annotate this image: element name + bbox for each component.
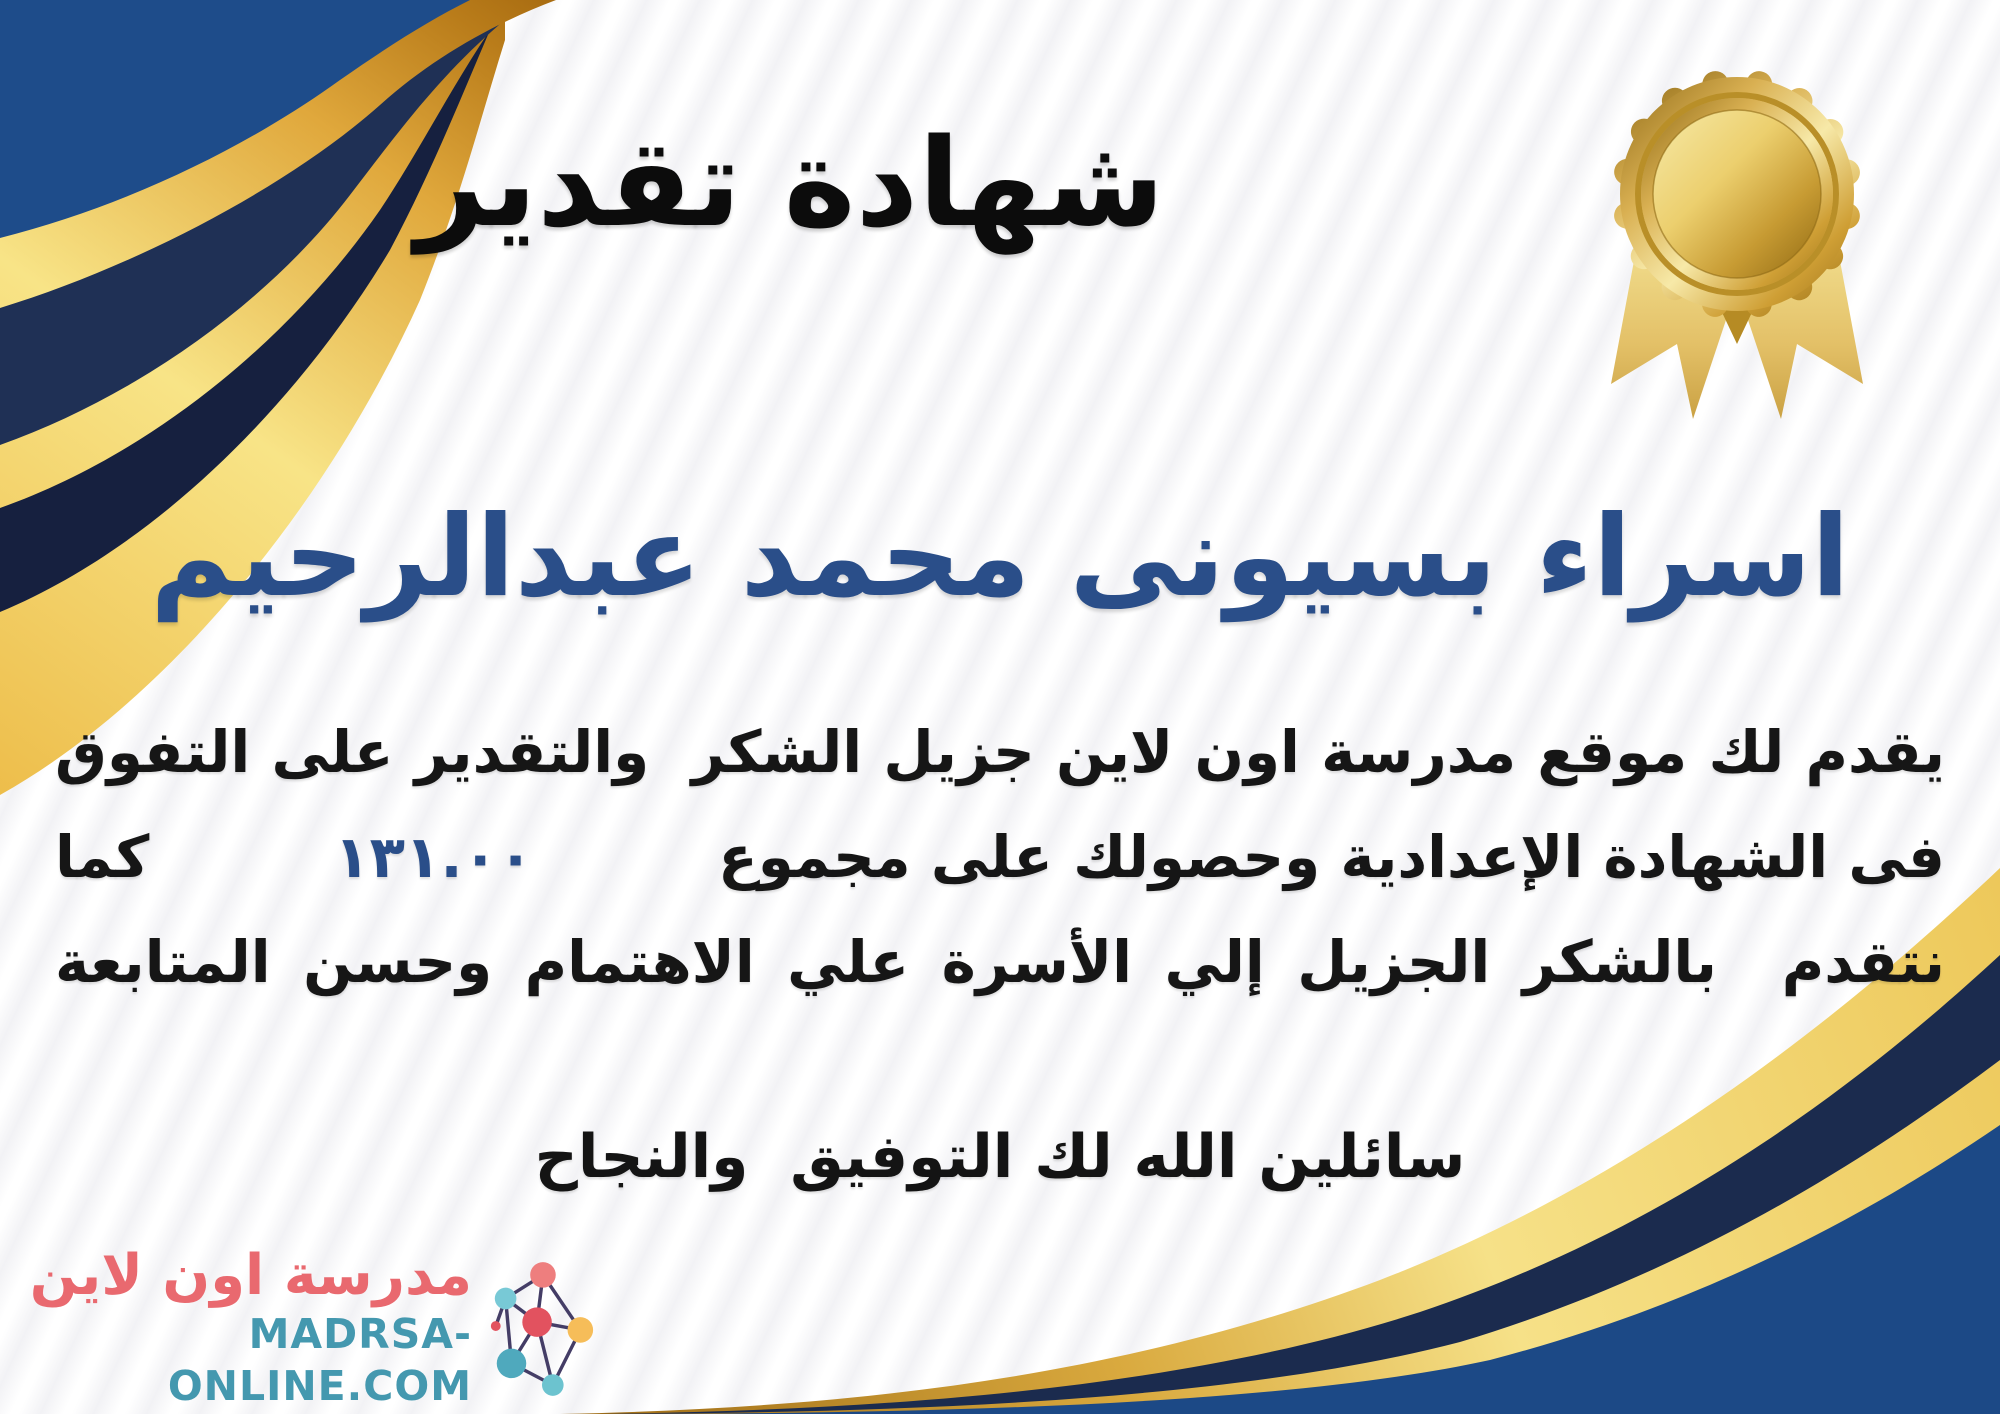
site-logo <box>20 1243 600 1410</box>
body-line-2 <box>55 805 1945 910</box>
body-line-2-text: فى الشهادة الإعدادية وحصولك على مجموع <box>718 823 1945 891</box>
site-name-arabic: مدرسة اون لاين <box>29 1243 472 1308</box>
score-value: ١٣١.٠٠ <box>334 823 534 891</box>
gold-medal-icon <box>1587 40 1887 430</box>
body-line-3: نتقدم بالشكر الجزيل إلي الأسرة علي الاهتمام وحسن المتابعة <box>55 928 1945 996</box>
body-line-2-tail: كما <box>55 823 150 891</box>
student-name: اسراء بسيونى محمد عبدالرحيم <box>150 492 1850 622</box>
network-logo-icon <box>482 1257 600 1399</box>
certificate-title: شهادة تقدير <box>415 112 1165 254</box>
certificate-body <box>55 700 1945 1015</box>
site-logo-texts <box>20 1244 472 1412</box>
closing-line: سائلين الله لك التوفيق والنجاح <box>534 1122 1466 1192</box>
body-line-1: يقدم لك موقع مدرسة اون لاين جزيل الشكر والتقدير على التفوق <box>55 718 1945 786</box>
site-domain: MADRSA-ONLINE.COM <box>167 1310 472 1410</box>
